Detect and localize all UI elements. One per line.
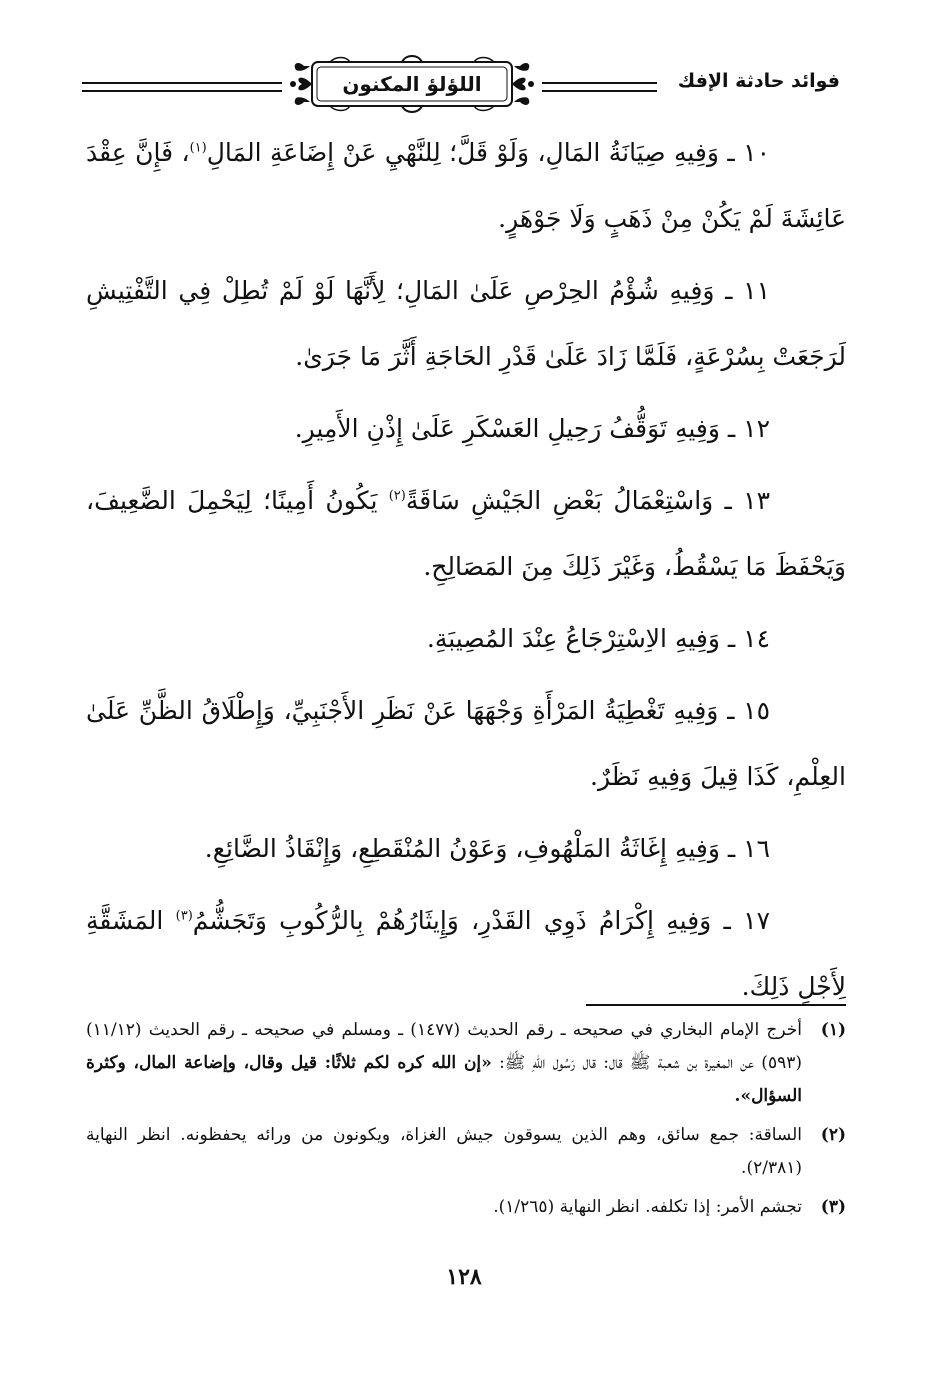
- footnote-separator: [586, 1004, 846, 1006]
- book-title: اللؤلؤ المكنون: [342, 72, 482, 96]
- benefit-paragraph: [86, 678, 846, 810]
- benefit-paragraph: [86, 396, 846, 462]
- footnotes: [86, 1014, 846, 1230]
- footnote-reference[interactable]: (٣): [175, 908, 193, 924]
- paragraph-text: ١٤ ـ وَفِيهِ الاِسْتِرْجَاعُ عِنْدَ المُصِيبَةِ.: [426, 624, 770, 653]
- section-title: فوائد حادثة الإفك: [677, 70, 840, 92]
- footnote-text: الساقة: جمع سائق، وهم الذين يسوقون جيش الغزاة، ويكونون من ورائه يحفظونه. انظر النهاية (٢/٣٨١).: [86, 1125, 802, 1178]
- paragraph-text: ١٥ ـ وَفِيهِ تَغْطِيَةُ المَرْأَةِ وَجْهَهَا عَنْ نَظَرِ الأَجْنَبِيِّ، وَإِطْلَاقُ الظَّنِّ عَلَىٰ العِلْمِ، كَذَا قِيلَ وَفِيهِ نَظَرٌ.: [86, 696, 846, 791]
- benefit-paragraph: [86, 468, 846, 600]
- benefit-paragraph: [86, 258, 846, 390]
- footnote-text: تجشم الأمر: إذا تكلفه. انظر النهاية (١/٢٦٥).: [493, 1197, 802, 1217]
- page-number: ١٢٨: [446, 1264, 482, 1290]
- benefit-paragraph: [86, 888, 846, 1020]
- footnote-reference[interactable]: (١): [189, 140, 207, 156]
- footnote-number: (٢): [820, 1125, 846, 1145]
- footnote-number: (٣): [820, 1197, 846, 1217]
- benefit-paragraph: [86, 606, 846, 672]
- paragraph-text: ١١ ـ وَفِيهِ شُؤْمُ الحِرْصِ عَلَىٰ المَالِ؛ لِأَنَّهَا لَوْ لَمْ تُطِلْ فِي التَّفْتِيشِ لَرَجَعَتْ بِسُرْعَةٍ، فَلَمَّا زَادَ عَلَىٰ قَدْرِ الحَاجَةِ أَثَّرَ مَا جَرَىٰ.: [86, 276, 846, 371]
- book-title-cartouche: [290, 52, 534, 116]
- header-rule-right: [542, 82, 657, 92]
- main-text: [86, 120, 846, 1020]
- paragraph-text: ١٦ ـ وَفِيهِ إِغَاثَةُ المَلْهُوفِ، وَعَوْنُ المُنْقَطِعِ، وَإِنْقَاذُ الضَّائِعِ.: [204, 834, 770, 863]
- paragraph-text: ١٧ ـ وَفِيهِ إِكْرَامُ ذَوِي القَدْرِ، وَإِيثَارُهُمْ بِالرُّكُوبِ وَتَجَشُّمُ: [192, 906, 770, 935]
- page-header: [82, 52, 840, 116]
- benefit-paragraph: [86, 120, 846, 252]
- header-rule-left: [82, 82, 282, 92]
- footnote-body: أخرج الإمام البخاري في صحيحه ـ رقم الحديث (١٤٧٧) ـ ومسلم في صحيحه ـ رقم الحديث (١١/١٢) (٥٩٣) عن المغيرة بن شعبة ﷺ قال: قال رَسُول اللهِ ﷺ:: [86, 1020, 802, 1073]
- paragraph-text: ١٢ ـ وَفِيهِ تَوَقُّفُ رَحِيلِ العَسْكَرِ عَلَىٰ إِذْنِ الأَمِيرِ.: [294, 414, 770, 443]
- footnote-reference[interactable]: (٢): [388, 488, 406, 504]
- footnote-number: (١): [820, 1020, 846, 1040]
- footnote-text: [86, 1014, 802, 1113]
- benefit-paragraph: [86, 816, 846, 882]
- paragraph-text: ١٣ ـ وَاسْتِعْمَالُ بَعْضِ الجَيْشِ سَاقَةً: [405, 486, 771, 515]
- footnote-item: [86, 1191, 846, 1224]
- paragraph-text: المَشَقَّةِ لِأَجْلِ ذَلِكَ.: [86, 906, 846, 1001]
- footnote-item: [86, 1014, 846, 1113]
- paragraph-text: يَكُونُ أَمِينًا؛ لِيَحْمِلَ الضَّعِيفَ، وَيَحْفَظَ مَا يَسْقُطُ، وَغَيْرَ ذَلِكَ مِنَ المَصَالِحِ.: [86, 486, 846, 581]
- paragraph-text: ، فَإِنَّ عِقْدَ عَائِشَةَ لَمْ يَكُنْ مِنْ ذَهَبٍ وَلَا جَوْهَرٍ.: [86, 138, 846, 233]
- footnote-item: [86, 1119, 846, 1185]
- paragraph-text: ١٠ ـ وَفِيهِ صِيَانَةُ المَالِ، وَلَوْ قَلَّ؛ لِلنَّهْيِ عَنْ إِضَاعَةِ المَالِ: [206, 138, 770, 167]
- hadith-quote: «إن الله كره لكم ثلاثًا: قيل وقال، وإضاعة المال، وكثرة السؤال».: [86, 1053, 802, 1106]
